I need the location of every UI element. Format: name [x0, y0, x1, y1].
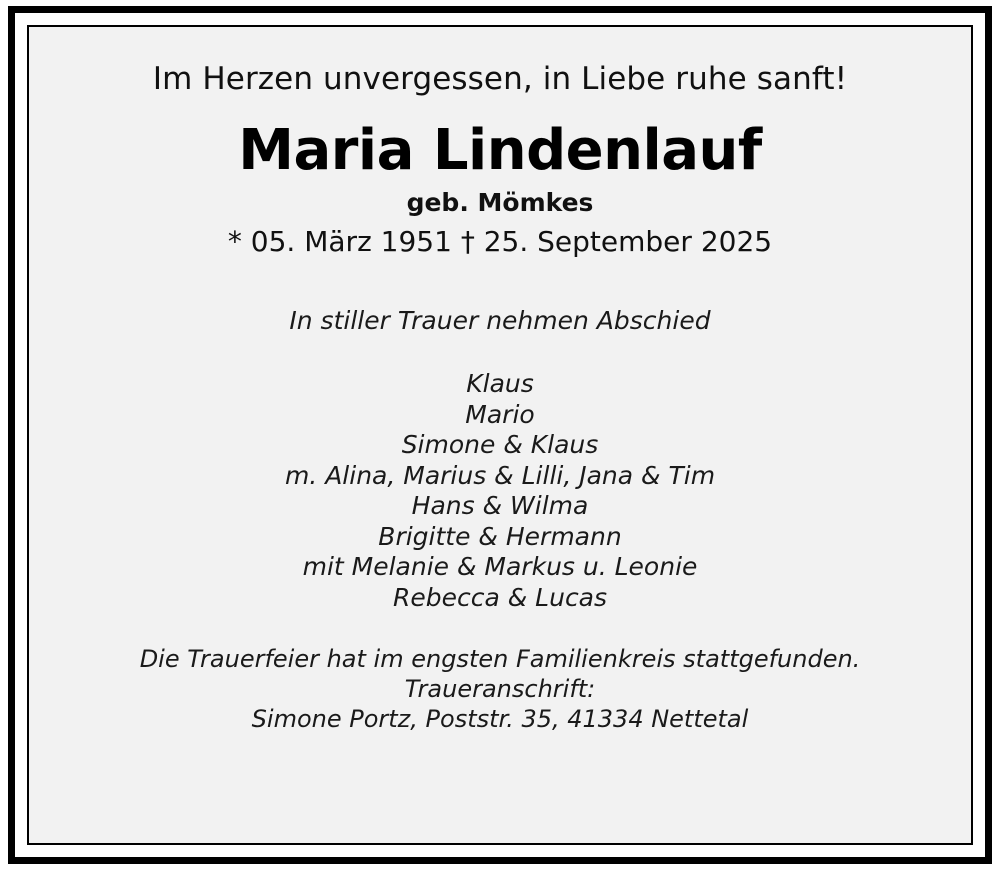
list-item: Hans & Wilma [411, 491, 589, 521]
list-item: Mario [465, 399, 535, 429]
list-item: Simone & Klaus [401, 430, 599, 460]
list-item: Brigitte & Hermann [378, 521, 622, 551]
condolence-address-label: Traueranschrift: [404, 674, 596, 703]
mourning-intro: In stiller Trauer nehmen Abschied [289, 305, 711, 335]
closing-notes [69, 645, 931, 734]
obituary-headline: Im Herzen unvergessen, in Liebe ruhe sanft! [152, 61, 848, 97]
list-item: Klaus [466, 369, 534, 399]
outer-border [8, 6, 992, 864]
obituary-content [29, 27, 971, 843]
list-item: Rebecca & Lucas [392, 582, 608, 612]
birth-death-dates: * 05. März 1951 † 25. September 2025 [227, 225, 773, 259]
list-item: mit Melanie & Markus u. Leonie [302, 552, 698, 582]
funeral-note: Die Trauerfeier hat im engsten Familienkreis stattgefunden. [139, 645, 861, 674]
deceased-maiden-name: geb. Mömkes [406, 187, 594, 217]
inner-border [27, 25, 973, 845]
deceased-name: Maria Lindenlauf [238, 118, 762, 184]
mourners-list [69, 369, 931, 613]
condolence-address: Simone Portz, Poststr. 35, 41334 Nettetal [251, 704, 749, 733]
list-item: m. Alina, Marius & Lilli, Jana & Tim [284, 460, 716, 490]
